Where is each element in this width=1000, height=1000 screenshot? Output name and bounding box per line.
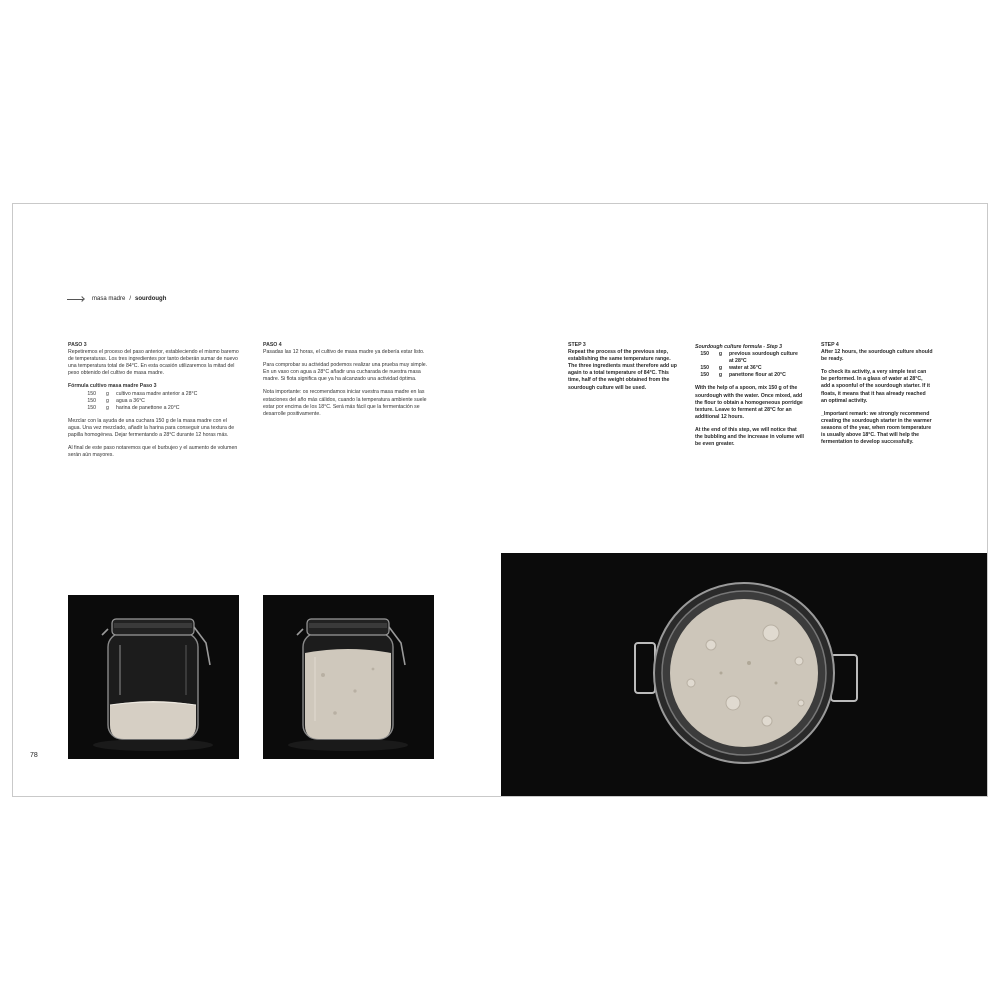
step4-remark: _Important remark: we strongly recommend creating the sourdough starter in the warmer seasons of the year, when room temperature is usually above 18°C. That will help the fermentation to develop successfully. xyxy=(821,410,932,446)
formula-method: With the help of a spoon, mix 150 g of the sourdough with the water. Once mixed, add the flour to obtain a homogeneous porridge texture. Leave to ferment at 28°C for an additional 12 hours. xyxy=(695,385,803,420)
paso4-column xyxy=(263,342,431,424)
formula-unit: g xyxy=(106,390,109,397)
formula-qty: 150 xyxy=(87,404,96,411)
breadcrumb-parent: masa madre xyxy=(92,296,126,302)
formula-item: water at 36°C xyxy=(729,365,762,372)
formula-item: previous sourdough culture at 28°C xyxy=(729,351,798,365)
paso3-formula-title: Fórmula cultivo masa madre Paso 3 xyxy=(68,383,157,390)
table-row xyxy=(82,391,200,398)
formula-unit: g xyxy=(106,404,109,411)
formula-unit: g xyxy=(718,365,723,372)
step3-title: STEP 3 xyxy=(568,342,586,348)
paso4-title: PASO 4 xyxy=(263,342,282,348)
table-row xyxy=(695,365,805,372)
jar-top-illustration xyxy=(501,553,988,797)
table-row xyxy=(82,398,200,405)
paso3-intro: Repetiremos el proceso del paso anterior, estableciendo el mismo baremo de temperaturas. Los tres ingredientes por tanto deberán sumar de nuevo una temperatura total de 84°C. En esta ocasión utilizaremos la mitad del peso obtenido del cultivo de masa madre. xyxy=(68,349,239,377)
paso4-check: Para comprobar su actividad podemos realizar una prueba muy simple. En un vaso con agua a 28°C añadir una cucharada de nuestra masa madre. Si flota significa que ya ha alcanzado una actividad óptima. xyxy=(263,362,428,383)
breadcrumb-current: sourdough xyxy=(135,296,167,302)
jar-top-view-photo xyxy=(501,553,988,797)
paso3-method: Mezclar con la ayuda de una cuchara 150 g de la masa madre con el agua. Una vez mezclado, añadir la harina para conseguir una textura de papilla homogénea. Dejar fermentando a 28°C durante 12 horas más. xyxy=(68,417,235,439)
book-spread xyxy=(12,203,988,797)
table-row xyxy=(695,351,805,365)
formula-unit: g xyxy=(718,351,723,358)
paso4-note: Nota importante: os recomendamos iniciar vuestra masa madre en las estaciones del año más cálidos, cuando la temperatura ambiente suele estar por encima de los 18°C. Será más fácil que la fermentación se desarrolle positivamente. xyxy=(263,389,427,417)
table-row xyxy=(695,372,805,379)
formula-qty: 150 xyxy=(700,372,709,379)
jar-photo-step4 xyxy=(263,595,434,759)
formula-item: harina de panettone a 20°C xyxy=(116,404,180,411)
formula-qty: 150 xyxy=(700,365,709,372)
breadcrumb xyxy=(67,296,166,302)
formula-qty: 150 xyxy=(87,390,96,397)
step3-intro: Repeat the process of the previous step, establishing the same temperature range. The three ingredients must therefore add up again to a total temperature of 84°C. This time, half of the weight obtained from the sourdough culture will be used. xyxy=(568,349,677,391)
breadcrumb-separator: / xyxy=(129,296,132,302)
paso3-title: PASO 3 xyxy=(68,342,87,348)
paso4-intro: Pasadas las 12 horas, el cultivo de masa madre ya debería estar listo. xyxy=(263,349,425,356)
step3-column xyxy=(568,342,678,398)
formula-qty: 150 xyxy=(87,397,96,404)
jar-photo-step3 xyxy=(68,595,239,759)
step4-column xyxy=(821,342,933,452)
arrow-right-icon xyxy=(67,296,85,302)
formula-end: At the end of this step, we will notice that the bubbling and the increase in volume will be even greater. xyxy=(695,426,804,448)
page-number: 78 xyxy=(30,752,38,759)
step4-title: STEP 4 xyxy=(821,342,839,348)
formula-qty: 150 xyxy=(700,351,709,358)
paso3-end: Al final de este paso notaremos que el burbujeo y el aumento de volumen serán aún mayores. xyxy=(68,445,238,459)
formula-column xyxy=(695,342,805,454)
formula-unit: g xyxy=(106,397,109,404)
step4-check: To check its activity, a very simple test can be performed. In a glass of water at 28°C, add a spoonful of the sourdough starter. If it floats, it means that it has already reached an optimal activity. xyxy=(821,369,930,404)
formula-title: Sourdough culture formula - Step 3 xyxy=(695,344,783,350)
jar-illustration xyxy=(263,595,434,759)
paso3-formula-table xyxy=(82,391,200,412)
formula-table xyxy=(695,351,805,379)
formula-item: panettone flour at 20°C xyxy=(729,372,786,379)
formula-item: agua a 36°C xyxy=(116,397,145,404)
jar-illustration xyxy=(68,595,239,759)
table-row xyxy=(82,405,200,412)
paso3-column xyxy=(68,342,240,465)
formula-unit: g xyxy=(718,372,723,379)
formula-item: cultivo masa madre anterior a 28°C xyxy=(116,390,198,397)
step4-intro: After 12 hours, the sourdough culture should be ready. xyxy=(821,349,933,363)
